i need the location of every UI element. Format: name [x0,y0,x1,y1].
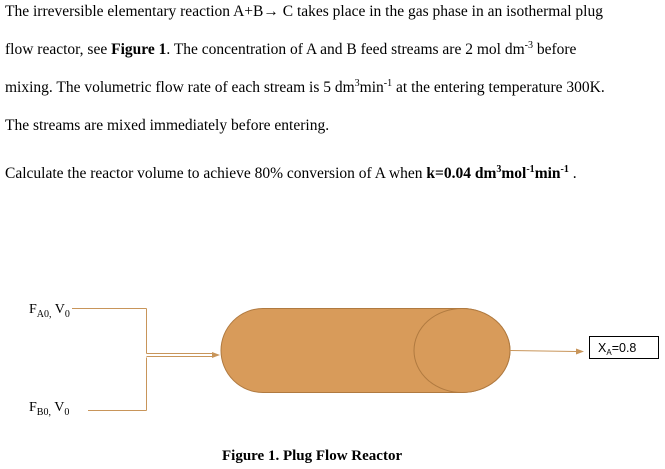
line2-exponent: -3 [524,40,533,51]
k-text: k=0.04 dm [426,165,497,182]
line3-post: at the entering temperature 300K. [392,79,605,96]
line3-exponent-2: -1 [383,78,393,89]
feed-b-symbol: F [29,400,37,415]
feed-a-v-subscript: 0 [64,309,70,320]
conversion-x: X [598,341,607,355]
line3-unit: min [359,79,384,96]
figure-caption: Figure 1. Plug Flow Reactor [222,448,403,464]
inlet-arrowhead [212,352,220,358]
line3-exponent-1: 3 [354,78,360,89]
question-post: . [568,165,577,182]
line2-post: before [532,41,577,58]
conversion-value: =0.8 [611,341,637,355]
feed-a-subscript: A0, [36,309,52,320]
k-exponent-1: 3 [496,164,502,175]
line1-text: The irreversible elementary reaction A+B→ C takes place in the gas phase in an isothermal plug [5,3,603,20]
conversion-subscript: A [606,348,612,357]
line4-text: The streams are mixed immediately before entering. [5,117,330,134]
k-mol: mol [501,165,527,182]
k-exponent-3: -1 [560,164,569,175]
line3-pre: mixing. The volumetric flow rate of each stream is 5 dm [5,79,355,96]
outlet-line [510,351,576,352]
feed-b-subscript: B0, [36,407,51,418]
conversion-box [589,336,659,359]
line2-mid: . The concentration of A and B feed streams are 2 mol dm [166,41,525,58]
feed-b-v-subscript: 0 [64,407,70,418]
feed-b-v: V [50,400,65,415]
feed-a-v: V [51,302,65,317]
feed-a-label [29,302,70,318]
feed-a-symbol: F [29,302,37,317]
reactor-end-cap [414,309,510,393]
figure-reference: Figure 1 [111,41,167,58]
outlet-arrowhead [576,349,584,355]
line2-pre: flow reactor, see [5,41,112,58]
question-pre: Calculate the reactor volume to achieve 80% conversion of A when [5,165,427,182]
k-min: min [534,165,561,182]
k-exponent-2: -1 [526,164,535,175]
feed-b-label [29,400,69,416]
